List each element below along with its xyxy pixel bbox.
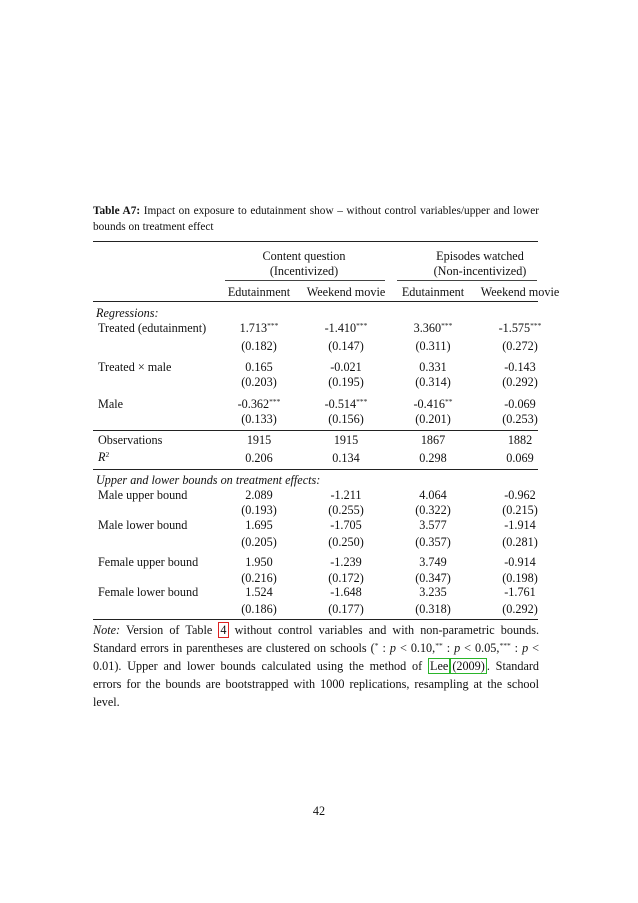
regressions-rule <box>93 430 538 431</box>
cell: -1.914 <box>504 518 536 532</box>
row-label-female-upper: Female upper bound <box>98 555 199 569</box>
cell: -1.648 <box>330 585 362 599</box>
cell-se: (0.255) <box>328 503 364 517</box>
table-caption <box>93 203 539 235</box>
cell: 1.713*** <box>239 321 279 335</box>
header-group2-line2: (Non-incentivized) <box>433 264 527 278</box>
cell: -0.416** <box>413 397 453 411</box>
cell-se: (0.347) <box>415 571 451 585</box>
col-header-1: Edutainment <box>227 285 291 299</box>
cell: -0.069 <box>504 397 536 411</box>
caption-label: Table A7: <box>93 205 141 217</box>
row-label-treated-male: Treated × male <box>98 360 172 374</box>
cell-se: (0.198) <box>502 571 538 585</box>
col-header-3: Edutainment <box>401 285 465 299</box>
header-group1-rule <box>225 280 385 281</box>
cell-se: (0.253) <box>502 412 538 426</box>
cell-se: (0.216) <box>241 571 277 585</box>
cell: 3.235 <box>419 585 447 599</box>
header-group1-line1: Content question <box>262 249 346 263</box>
cell-se: (0.357) <box>415 535 451 549</box>
citation-author-link[interactable]: Lee <box>430 659 449 673</box>
cell: 1.695 <box>245 518 273 532</box>
cell: -0.962 <box>504 488 536 502</box>
table-reference-link[interactable]: 4 <box>220 623 227 637</box>
cell: 3.749 <box>419 555 447 569</box>
cell: 1.950 <box>245 555 273 569</box>
page-number: 42 <box>312 804 326 818</box>
cell: 4.064 <box>419 488 447 502</box>
row-label-female-lower: Female lower bound <box>98 585 199 599</box>
stats-rule <box>93 469 538 470</box>
cell: -1.761 <box>504 585 536 599</box>
row-label-observations: Observations <box>98 433 163 447</box>
caption-text: Impact on exposure to edutainment show – without control variables/upper and lower bounds on treatment effect <box>93 205 539 233</box>
cell-se: (0.133) <box>241 412 277 426</box>
cell: 1867 <box>420 433 446 447</box>
cell: -1.410*** <box>324 321 368 335</box>
cell-se: (0.318) <box>415 602 451 616</box>
cell-se: (0.292) <box>502 375 538 389</box>
header-group2-line1: Episodes watched <box>436 249 524 263</box>
cell: 1915 <box>246 433 272 447</box>
cell-se: (0.156) <box>328 412 364 426</box>
row-label-male: Male <box>98 397 124 411</box>
cell-se: (0.205) <box>241 535 277 549</box>
cell-se: (0.314) <box>415 375 451 389</box>
cell-se: (0.322) <box>415 503 451 517</box>
cell-se: (0.272) <box>502 339 538 353</box>
cell-se: (0.186) <box>241 602 277 616</box>
cell-se: (0.201) <box>415 412 451 426</box>
cell: -0.514*** <box>324 397 368 411</box>
section-bounds: Upper and lower bounds on treatment effects: <box>96 473 321 487</box>
cell: 2.089 <box>245 488 273 502</box>
table-bottom-rule <box>93 619 538 620</box>
cell: -0.143 <box>504 360 536 374</box>
cell-se: (0.215) <box>502 503 538 517</box>
cell: 1915 <box>333 433 359 447</box>
citation-year-link[interactable]: (2009) <box>452 659 485 673</box>
header-rule <box>93 301 538 302</box>
cell: -0.914 <box>504 555 536 569</box>
cell: 3.577 <box>419 518 447 532</box>
cell: -1.239 <box>330 555 362 569</box>
cell: -1.705 <box>330 518 362 532</box>
row-label-treated: Treated (edutainment) <box>98 321 207 335</box>
row-label-male-upper: Male upper bound <box>98 488 188 502</box>
cell: -0.362*** <box>237 397 281 411</box>
cell: 0.331 <box>419 360 447 374</box>
cell-se: (0.147) <box>328 339 364 353</box>
cell-se: (0.182) <box>241 339 277 353</box>
header-group1-line2: (Incentivized) <box>269 264 339 278</box>
cell: 3.360*** <box>413 321 453 335</box>
cell: -1.575*** <box>498 321 542 335</box>
cell: 0.134 <box>332 451 360 465</box>
cell: 1882 <box>507 433 533 447</box>
cell: 0.206 <box>245 451 273 465</box>
cell-se: (0.193) <box>241 503 277 517</box>
cell: 1.524 <box>245 585 273 599</box>
cell-se: (0.250) <box>328 535 364 549</box>
cell-se: (0.172) <box>328 571 364 585</box>
cell-se: (0.311) <box>415 339 451 353</box>
cell-se: (0.177) <box>328 602 364 616</box>
cell: -1.211 <box>330 488 362 502</box>
cell-se: (0.292) <box>502 602 538 616</box>
cell: 0.165 <box>245 360 273 374</box>
cell: 0.298 <box>419 451 447 465</box>
col-header-2: Weekend movie <box>306 285 386 299</box>
row-label-r2: $R^2$ <box>98 450 110 464</box>
cell-se: (0.195) <box>328 375 364 389</box>
cell: 0.069 <box>506 451 534 465</box>
cell-se: (0.203) <box>241 375 277 389</box>
cell-se: (0.281) <box>502 535 538 549</box>
table-top-rule <box>93 241 538 242</box>
col-header-4: Weekend movie <box>480 285 560 299</box>
header-group2-rule <box>397 280 537 281</box>
cell: -0.021 <box>330 360 362 374</box>
note-label: Note: <box>93 623 121 637</box>
table-note: Note: Version of Table 4 without control variables and with non-parametric bounds. Standard errors in parentheses are clustered on schools (* : p < 0.10,** : p < 0.05,*** : p < 0.01). Upper and lower bounds calculated using the method of Lee (2009) . Standard errors for the bounds are bootstrapped with 1000 replications, resampling at the school level. <box>93 623 540 709</box>
row-label-male-lower: Male lower bound <box>98 518 188 532</box>
section-regressions: Regressions: <box>96 306 159 320</box>
